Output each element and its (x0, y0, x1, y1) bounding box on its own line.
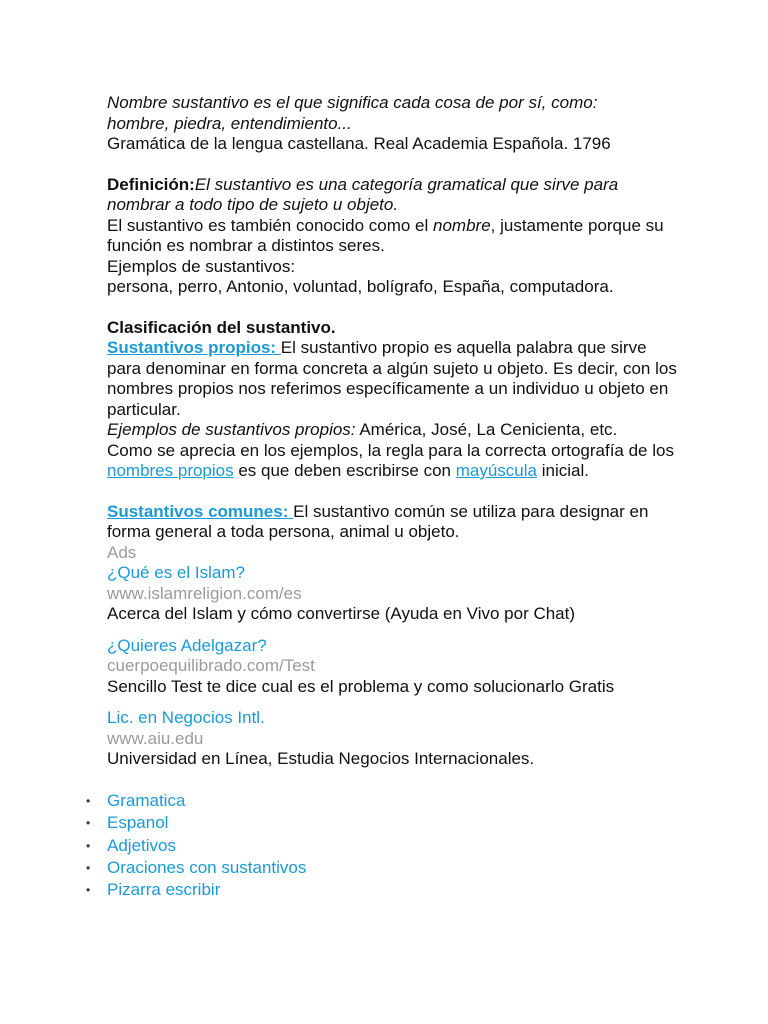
tag-link[interactable]: Espanol (107, 813, 169, 833)
also-text-pre: El sustantivo es también conocido como el (107, 215, 434, 235)
examples-label: Ejemplos de sustantivos: (107, 256, 296, 276)
proper-text: El sustantivo propio es aquella palabra que sirve para denominar en forma concreta a algún sujeto u objeto. Es decir, con los nombres propios nos referimos específicamente a un individuo u objeto en particular. (107, 338, 677, 419)
also-emphasis: nombre (433, 215, 491, 235)
uppercase-link[interactable]: mayúscula (455, 461, 537, 480)
ad-text: Acerca del Islam y cómo convertirse (Ayuda en Vivo por Chat) (107, 604, 576, 623)
ad-item[interactable] (107, 708, 677, 770)
tag-link[interactable]: Gramatica (107, 791, 186, 810)
quote-line-1: Nombre sustantivo es el que significa cada cosa de por sí, como: (107, 93, 598, 112)
tag-item (86, 835, 306, 857)
rule-text-post: inicial. (536, 461, 589, 480)
tag-link[interactable]: Pizarra escribir (107, 880, 221, 900)
proper-examples (107, 420, 677, 441)
common-text: El sustantivo común se utiliza para designar en forma general a toda persona, animal u objeto. (107, 501, 649, 541)
ad-item[interactable] (107, 563, 677, 625)
bullet-icon: • (86, 838, 91, 853)
ad-url[interactable]: cuerpoequilibrado.com/Test (107, 656, 315, 675)
ad-title[interactable]: ¿Qué es el Islam? (107, 563, 245, 582)
proper-nouns-link[interactable]: Sustantivos propios: (107, 338, 281, 357)
tag-item (86, 879, 306, 901)
proper-examples-label: Ejemplos de sustantivos propios: (107, 420, 356, 439)
tag-link[interactable]: Oraciones con sustantivos (107, 857, 307, 877)
ad-text: Sencillo Test te dice cual es el problema y como solucionarlo Gratis (107, 676, 615, 696)
bullet-icon: • (86, 816, 91, 831)
classification-heading: Clasificación del sustantivo. (107, 317, 336, 337)
rule-text-pre: Como se aprecia en los ejemplos, la regla para la correcta ortografía de los (107, 440, 674, 460)
examples-list: persona, perro, Antonio, voluntad, bolígrafo, España, computadora. (107, 277, 614, 296)
quote-source: Gramática de la lengua castellana. Real Academia Española. 1796 (107, 134, 611, 153)
definition-text: El sustantivo es una categoría gramatical que sirve para nombrar a todo tipo de sujeto u objeto. (107, 174, 619, 214)
proper-rule (107, 441, 677, 482)
tag-item (86, 790, 306, 812)
common-nouns-link[interactable]: Sustantivos comunes: (107, 501, 294, 521)
bullet-icon: • (86, 883, 91, 898)
also-text-post: , justamente porque su función es nombrar a distintos seres. (107, 215, 664, 255)
ad-title[interactable]: Lic. en Negocios Intl. (107, 708, 265, 727)
ad-url[interactable]: www.aiu.edu (107, 728, 204, 748)
common-block (107, 502, 677, 543)
rule-text-mid: es que deben escribirse con (233, 461, 456, 480)
intro-quote-block (107, 93, 677, 155)
definition-also (107, 216, 677, 257)
tag-item (86, 812, 306, 834)
definition-paragraph (107, 175, 677, 216)
definition-label: Definición: (107, 174, 195, 194)
ad-item[interactable] (107, 636, 677, 698)
ad-text: Universidad en Línea, Estudia Negocios Internacionales. (107, 749, 535, 768)
document-body (107, 93, 677, 781)
classification-block (107, 318, 677, 482)
tag-link[interactable]: Adjetivos (107, 835, 176, 855)
ads-block (107, 543, 677, 770)
proper-paragraph (107, 338, 677, 420)
tag-list (86, 790, 306, 901)
bullet-icon: • (86, 860, 91, 875)
proper-examples-text: América, José, La Cenicienta, etc. (355, 420, 618, 439)
tag-item (86, 857, 306, 879)
definition-block (107, 175, 677, 298)
quote-line-2: hombre, piedra, entendimiento... (107, 113, 352, 133)
ad-url[interactable]: www.islamreligion.com/es (107, 583, 302, 603)
ad-title[interactable]: ¿Quieres Adelgazar? (107, 635, 267, 655)
ads-label: Ads (107, 542, 137, 562)
common-paragraph (107, 502, 677, 543)
proper-names-link[interactable]: nombres propios (107, 461, 234, 480)
bullet-icon: • (86, 794, 91, 808)
